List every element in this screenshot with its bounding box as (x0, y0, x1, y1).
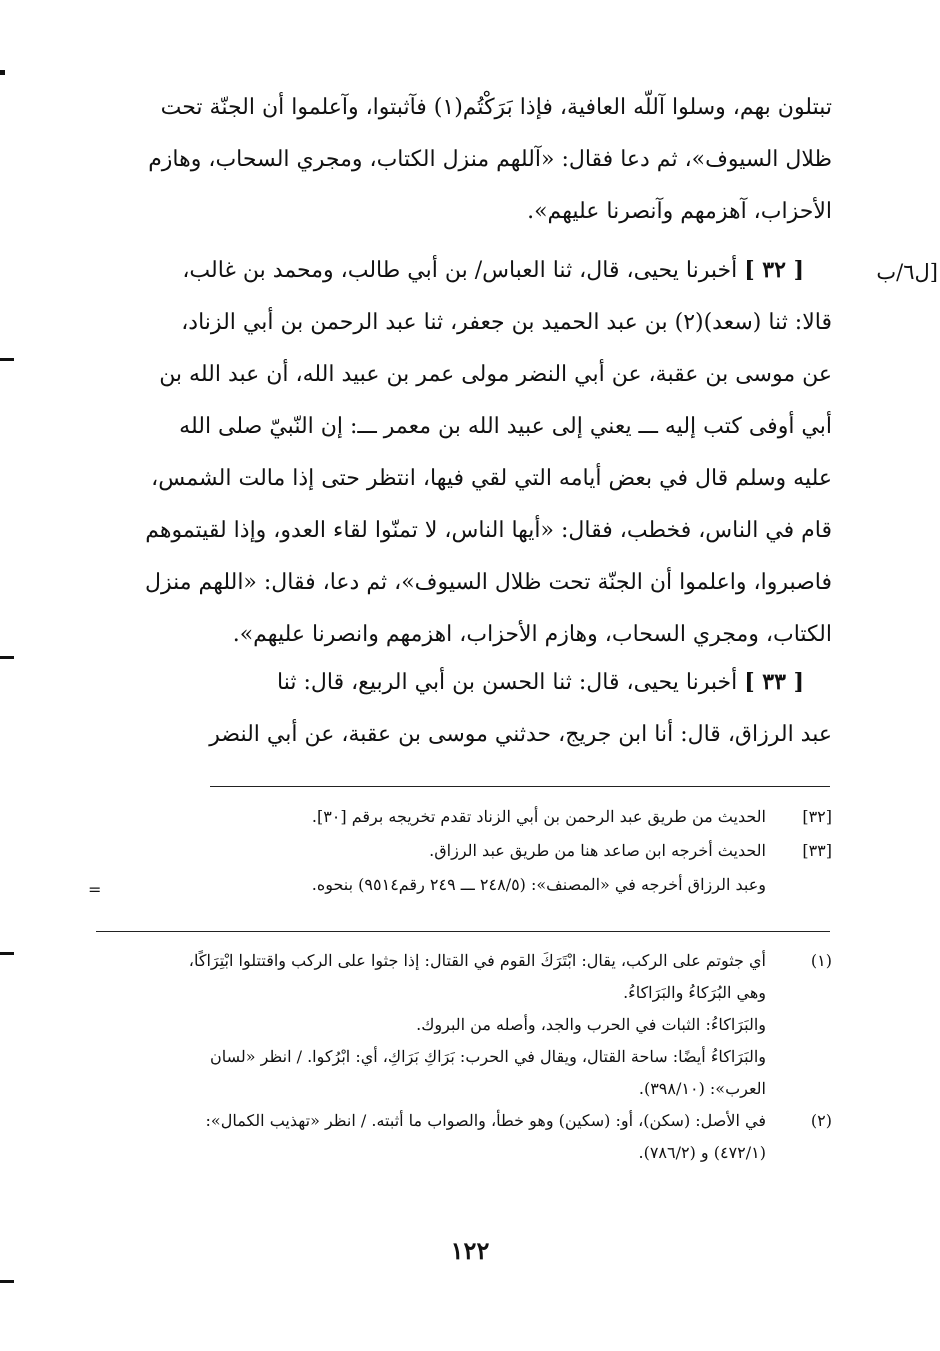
text-line: الكتاب، ومجري السحاب، وهازم الأحزاب، اهزمهم وانصرنا عليهم». (232, 622, 832, 647)
reference-row (112, 868, 832, 902)
footnote-line: أي جثوتم على الركب، يقال: ابْتَرَكَ القوم في القتال: إذا جثوا على الركب واقتتلوا ابْتِرَاكًا، (188, 951, 766, 970)
footnote-line: في الأصل: (سكن)، أو: (سكين) وهو خطأ، والصواب ما أثبته. / انظر «تهذيب الكمال»: (205, 1111, 766, 1130)
reference-number: [٣٢] (802, 807, 832, 826)
reference-number: [٣٣] (802, 841, 832, 860)
footnote-line: والبَرَاكاءُ: الثبات في الحرب والجد، وأصله من البروك. (416, 1015, 766, 1034)
reference-text: الحديث من طريق عبد الرحمن بن أبي الزناد تقدم تخريجه برقم [٣٠]. (311, 807, 766, 826)
text-line: أخبرنا يحيى، قال، ثنا العباس/ بن أبي طالب، ومحمد بن غالب، (182, 258, 738, 283)
text-line: عن موسى بن عقبة، عن أبي النضر مولى عمر بن عبيد الله، أن عبد الله بن (159, 362, 832, 387)
divider-rule (96, 931, 830, 932)
hadith-number: [ ٣٣ ] (744, 669, 804, 695)
hadith-32-paragraph (110, 244, 832, 661)
divider-rule (210, 786, 830, 787)
footnote-body (112, 1105, 766, 1169)
continuation-mark: = (88, 880, 102, 899)
text-line: عليه وسلم قال في بعض أيامه التي لقي فيها، انتظر حتى إذا مالت الشمس، (151, 466, 832, 491)
footnote-line: (٤٧٢/١) و (٧٨٦/٢). (638, 1143, 766, 1162)
scan-edge-mark (0, 656, 14, 659)
hadith-number: [ ٣٢ ] (744, 257, 804, 283)
hadith-33-paragraph (110, 656, 832, 761)
hadith-first-line (110, 656, 832, 709)
reference-row (112, 800, 832, 834)
reference-text: وعبد الرزاق أخرجه في «المصنف»: (٢٤٨/٥ ـــ ٢٤٩ رقم٩٥١٤) بنحوه. (311, 875, 766, 894)
text-line: قالا: ثنا (سعد)(٢) بن عبد الحميد بن جعفر، ثنا عبد الرحمن بن أبي الزناد، (181, 310, 832, 335)
scan-edge-mark (0, 1280, 14, 1283)
text-line: أخبرنا يحيى، قال: ثنا الحسن بن أبي الربيع، قال: ثنا (277, 670, 738, 695)
footnote-number: (١) (810, 951, 832, 970)
footnote (112, 945, 832, 1105)
main-paragraph-1 (110, 82, 832, 238)
source-references (112, 800, 832, 902)
reference-number-blank (766, 868, 832, 902)
footnotes (112, 945, 832, 1169)
reference-text: الحديث أخرجه ابن صاعد هنا من طريق عبد الرزاق. (429, 841, 766, 860)
footnote-line: وهي البُرَكاءُ والبَرَاكاءُ. (623, 983, 766, 1002)
footnote-line: العرب»: (٣٩٨/١٠). (638, 1079, 766, 1098)
page-number: ١٢٢ (450, 1236, 490, 1265)
text-line: أبي أوفى كتب إليه ـــ يعني إلى عبيد الله بن معمر ـــ: إن النّبيّ صلى الله (179, 414, 832, 439)
scan-edge-mark (0, 70, 5, 75)
footnote (112, 1105, 832, 1169)
text-line: تبتلون بهم، وسلوا آللّه العافية، فإذا بَرَكْتُم(١) فآثبتوا، وآعلموا أن الجنّة تحت (160, 95, 832, 120)
scan-edge-mark (0, 952, 14, 955)
text-line: الأحزاب، آهزمهم وآنصرنا عليهم». (527, 199, 832, 224)
manuscript-folio-reference: [ل٦/ب (876, 260, 938, 284)
text-line: ظلال السيوف»، ثم دعا فقال: «آللهم منزل الكتاب، ومجري السحاب، وهازم (148, 147, 832, 172)
scan-edge-mark (0, 358, 14, 361)
footnote-body (112, 945, 766, 1105)
text-line: فاصبروا، واعلموا أن الجنّة تحت ظلال السيوف»، ثم دعا، فقال: «اللهم منزل (145, 570, 832, 595)
hadith-first-line (110, 244, 832, 297)
text-line: عبد الرزاق، قال: أنا ابن جريج، حدثني موسى بن عقبة، عن أبي النضر (209, 722, 832, 747)
footnote-line: والبَرَاكاءُ أيضًا: ساحة القتال، ويقال في الحرب: بَرَاكِ بَرَاكِ، أي: ابْرُكوا. / انظر «لسان (210, 1047, 766, 1066)
footnote-number: (٢) (810, 1111, 832, 1130)
reference-row (112, 834, 832, 868)
text-line: قام في الناس، فخطب، فقال: «أيها الناس، لا تمنّوا لقاء العدو، وإذا لقيتموهم (145, 518, 832, 543)
